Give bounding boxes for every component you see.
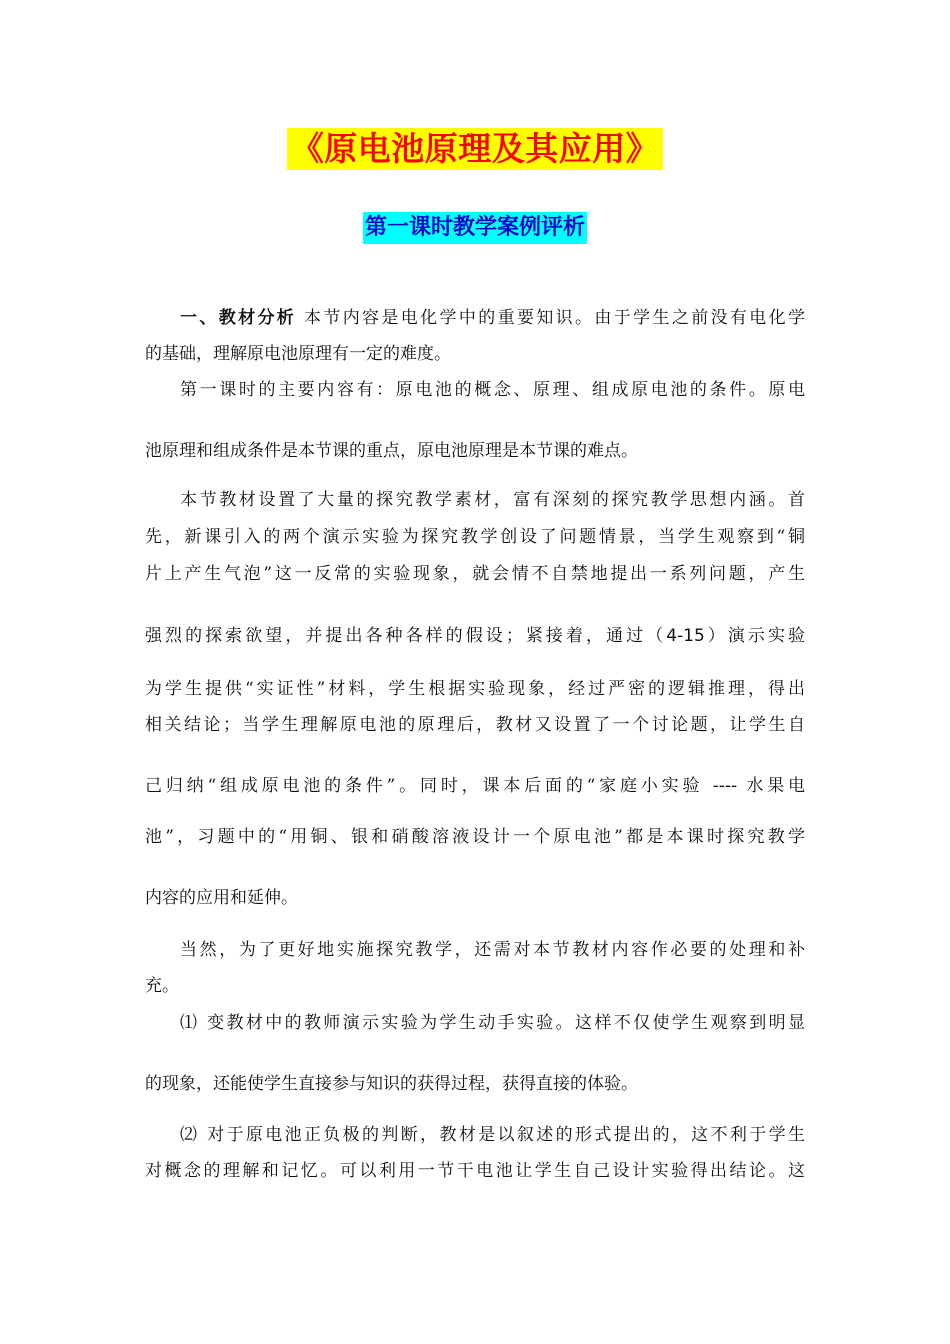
list-item: ⑵ 对于原电池正负极的判断，教材是以叙述的形式提出的，这不利于学生 <box>180 1125 805 1145</box>
paragraph-line: 池”，习题中的“用铜、银和硝酸溶液设计一个原电池”都是本课时探究教学 <box>145 827 805 847</box>
paragraph-line <box>180 305 805 331</box>
text-span: ）演示实验 <box>704 626 806 646</box>
figure-reference: 4-15 <box>666 626 705 646</box>
paragraph-line: 充。 <box>145 976 179 996</box>
paragraph-line: 先，新课引入的两个演示实验为探究教学创设了问题情景，当学生观察到“铜 <box>145 527 805 547</box>
paragraph-line: 对概念的理解和记忆。可以利用一节干电池让学生自己设计实验得出结论。这 <box>145 1161 805 1181</box>
paragraph-line: 内容的应用和延伸。 <box>145 888 298 908</box>
text-span: 己归纳“组成原电池的条件”。同时，课本后面的“家庭小实验 <box>145 776 704 796</box>
paragraph-line: 的基础，理解原电池原理有一定的难度。 <box>145 344 451 364</box>
section-heading: 一、教材分析 <box>180 308 297 328</box>
list-item: ⑴ 变教材中的教师演示实验为学生动手实验。这样不仅使学生观察到明显 <box>180 1013 805 1033</box>
paragraph-line <box>145 623 805 649</box>
subtitle-container <box>0 212 950 244</box>
dash-separator: ---- <box>712 776 738 796</box>
document-subtitle: 第一课时教学案例评析 <box>363 212 587 244</box>
paragraph-line: 当然，为了更好地实施探究教学，还需对本节教材内容作必要的处理和补 <box>180 940 805 960</box>
paragraph-line <box>145 773 805 799</box>
text-span: 强烈的探索欲望，并提出各种各样的假设；紧接着，通过（ <box>145 626 667 646</box>
document-title: 《原电池原理及其应用》 <box>287 128 664 170</box>
text-span: 水果电 <box>746 776 806 796</box>
title-container <box>0 128 950 170</box>
paragraph-line: 池原理和组成条件是本节课的重点，原电池原理是本节课的难点。 <box>145 441 638 461</box>
paragraph-line: 的现象，还能使学生直接参与知识的获得过程，获得直接的体验。 <box>145 1074 638 1094</box>
text-span: 本节内容是电化学中的重要知识。由于学生之前没有电化学 <box>303 308 806 328</box>
paragraph-line: 第一课时的主要内容有：原电池的概念、原理、组成原电池的条件。原电 <box>180 380 805 400</box>
paragraph-line: 为学生提供“实证性”材料，学生根据实验现象，经过严密的逻辑推理，得出 <box>145 679 805 699</box>
paragraph-line: 本节教材设置了大量的探究教学素材，富有深刻的探究教学思想内涵。首 <box>180 490 805 510</box>
paragraph-line: 相关结论；当学生理解原电池的原理后，教材又设置了一个讨论题，让学生自 <box>145 715 805 735</box>
paragraph-line: 片上产生气泡”这一反常的实验现象，就会情不自禁地提出一系列问题，产生 <box>145 564 805 584</box>
